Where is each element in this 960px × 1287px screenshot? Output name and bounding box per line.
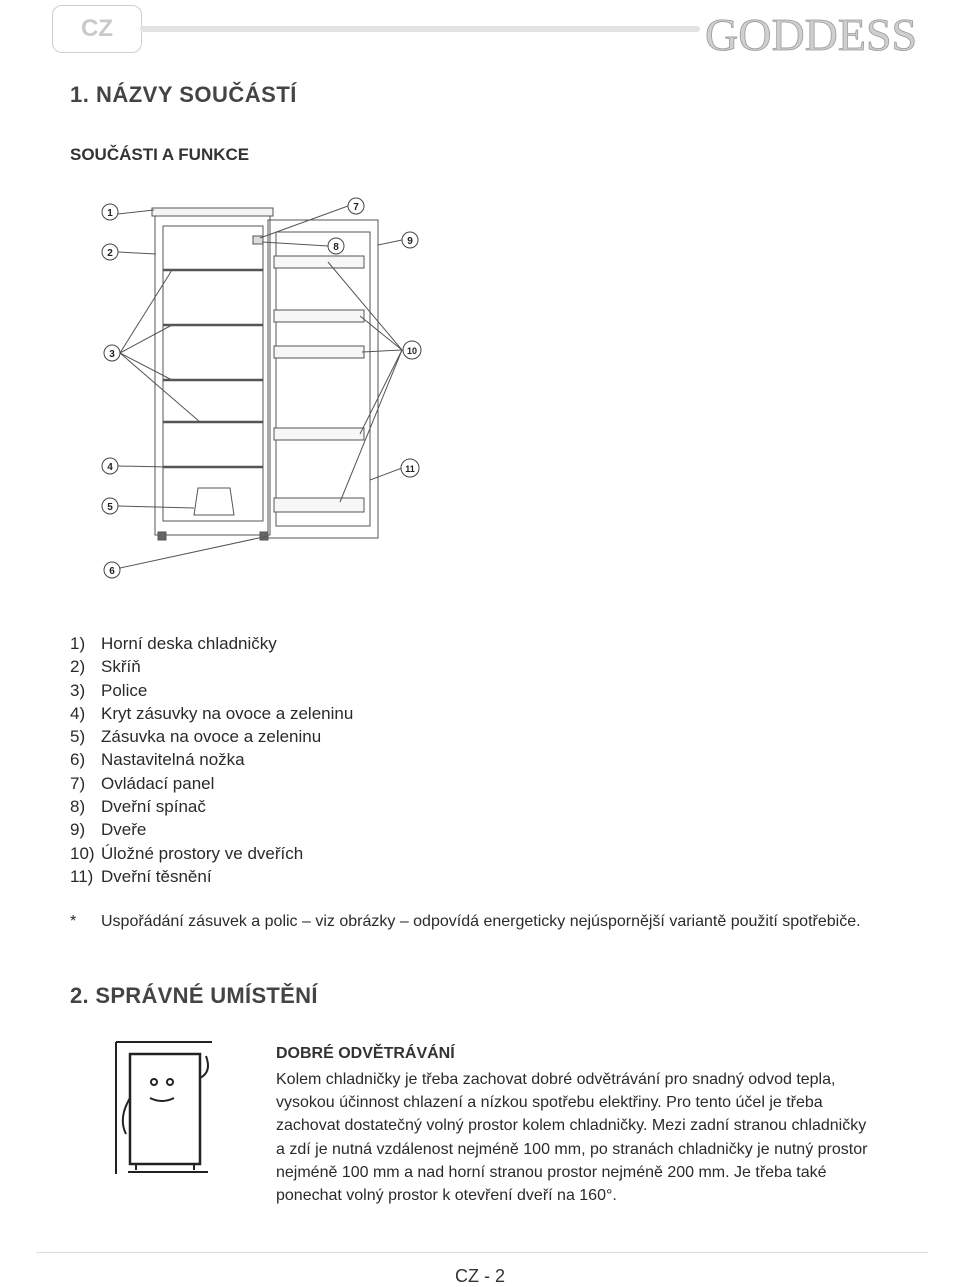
svg-text:2: 2 <box>107 248 113 259</box>
svg-text:8: 8 <box>333 242 339 253</box>
list-item: 8) Dveřní spínač <box>70 797 206 817</box>
crisper-drawer <box>194 488 234 515</box>
header-rule <box>140 26 700 32</box>
list-item: 7) Ovládací panel <box>70 773 215 793</box>
section1-subtitle: SOUČÁSTI A FUNKCE <box>70 145 250 164</box>
footer-rule <box>36 1252 928 1253</box>
refrigerator-diagram <box>90 190 440 590</box>
callout-8 <box>328 238 344 254</box>
list-item: 3) Police <box>70 680 148 700</box>
callout-10 <box>403 341 421 359</box>
svg-text:3: 3 <box>109 349 115 360</box>
ventilation-text: Kolem chladničky je třeba zachovat dobré odvětrávání pro snadný odvod tepla, vysokou účinnost chlazení a nízkou spotřebu elektřiny. Pro tento účel je třeba zachovat dostatečný volný prostor kolem chladničky. Mezi zadní stranou chladničky a zdí je nutná vzdálenost nejméně 100 mm, po stranách chladničky je nutný prostor nejméně 100 mm a nad horní stranou prostor nejméně 200 mm. Je třeba také ponechat volný prostor k otevření dveří na 160°. <box>276 1071 868 1205</box>
page-number: CZ - 2 <box>454 1266 505 1286</box>
door-gasket <box>276 232 370 526</box>
svg-text:10: 10 <box>406 346 418 356</box>
ventilation-illustration <box>108 1038 228 1178</box>
language-tab: CZ <box>52 5 142 53</box>
list-item: 10) Úložné prostory ve dveřích <box>70 843 304 863</box>
list-item: 6) Nastavitelná nožka <box>70 750 245 770</box>
callout-2 <box>102 244 118 260</box>
brand-logo <box>705 4 940 64</box>
list-item: 5) Zásuvka na ovoce a zeleninu <box>70 727 322 747</box>
svg-text:6: 6 <box>109 566 115 577</box>
ventilation-title: DOBRÉ ODVĚTRÁVÁNÍ <box>276 1045 455 1062</box>
callout-1 <box>102 204 118 220</box>
callout-9 <box>402 232 418 248</box>
section1-title: 1. NÁZVY SOUČÁSTÍ <box>70 82 297 107</box>
brand-logo-text: GODDESS <box>705 9 918 60</box>
foot-left <box>158 532 166 540</box>
svg-text:1: 1 <box>107 208 113 219</box>
callout-6 <box>104 562 120 578</box>
list-item: 9) Dveře <box>70 820 147 840</box>
callout-4 <box>102 458 118 474</box>
parts-list <box>70 632 353 888</box>
svg-text:7: 7 <box>353 202 359 213</box>
section2-title: 2. SPRÁVNÉ UMÍSTĚNÍ <box>70 983 318 1008</box>
cabinet-outline <box>155 210 270 535</box>
svg-text:9: 9 <box>407 236 413 247</box>
callout-7 <box>348 198 364 214</box>
list-item: 4) Kryt zásuvky na ovoce a zeleninu <box>70 703 354 723</box>
layout-note: * Uspořádání zásuvek a polic – viz obrázky – odpovídá energeticky nejúspornější variantě použití spotřebiče. <box>70 913 861 930</box>
callout-3 <box>104 345 120 361</box>
top-board <box>152 208 273 216</box>
list-item: 11) Dveřní těsnění <box>70 866 212 886</box>
svg-text:11: 11 <box>405 464 415 474</box>
callout-11 <box>401 459 419 477</box>
callout-5 <box>102 498 118 514</box>
list-item: 1) Horní deska chladničky <box>70 634 277 653</box>
list-item: 2) Skříň <box>70 657 141 677</box>
svg-text:5: 5 <box>107 502 113 513</box>
svg-text:4: 4 <box>107 462 113 473</box>
